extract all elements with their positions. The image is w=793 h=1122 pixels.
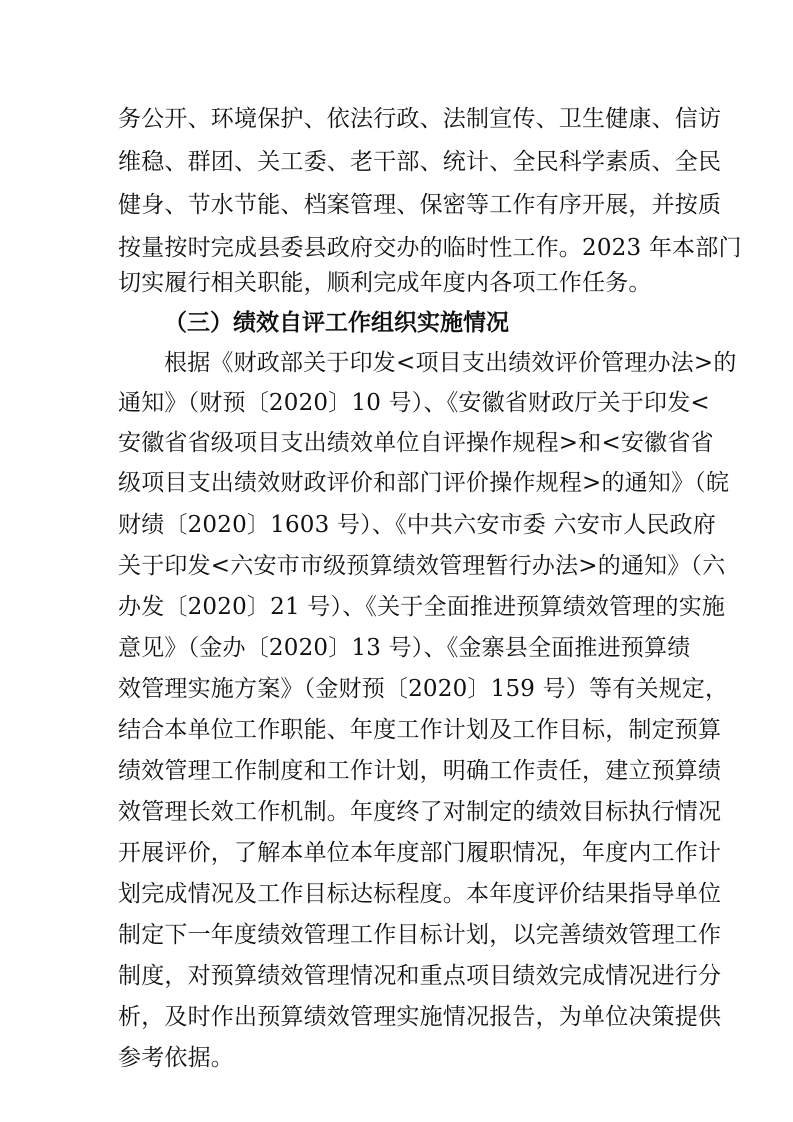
paragraph-1-line: 维稳、群团、关工委、老干部、统计、全民科学素质、全民 bbox=[118, 149, 722, 175]
paragraph-2-line: 开展评价，了解本单位本年度部门履职情况，年度内工作计 bbox=[118, 840, 722, 866]
paragraph-2-line: 绩效管理工作制度和工作计划，明确工作责任，建立预算绩 bbox=[118, 758, 722, 784]
paragraph-2-line: 安徽省省级项目支出绩效单位自评操作规程>和<安徽省省 bbox=[118, 430, 714, 456]
paragraph-2-line: 划完成情况及工作目标达标程度。本年度评价结果指导单位 bbox=[118, 881, 722, 907]
paragraph-2-line: 参考依据。 bbox=[118, 1045, 234, 1071]
paragraph-2-line: 效管理实施方案》（金财预〔2020〕159 号）等有关规定， bbox=[118, 676, 729, 702]
paragraph-1-line: 健身、节水节能、档案管理、保密等工作有序开展，并按质 bbox=[118, 192, 722, 218]
paragraph-2-line: 制定下一年度绩效管理工作目标计划，以完善绩效管理工作 bbox=[118, 922, 722, 948]
paragraph-2-line: 级项目支出绩效财政评价和部门评价操作规程>的通知》（皖 bbox=[118, 470, 730, 496]
paragraph-2-line: 办发〔2020〕21 号）、《关于全面推进预算绩效管理的实施 bbox=[118, 594, 726, 620]
paragraph-2-line: 关于印发<六安市市级预算绩效管理暂行办法>的通知》（六 bbox=[118, 553, 726, 579]
paragraph-2-line: 结合本单位工作职能、年度工作计划及工作目标，制定预算 bbox=[118, 717, 722, 743]
paragraph-2-line: 制度，对预算绩效管理情况和重点项目绩效完成情况进行分 bbox=[118, 963, 722, 989]
paragraph-1-line: 按量按时完成县委县政府交办的临时性工作。2023 年本部门 bbox=[118, 235, 742, 261]
section-heading: （三）绩效自评工作组织实施情况 bbox=[164, 310, 509, 336]
paragraph-2-line: 通知》（财预〔2020〕10 号）、《安徽省财政厅关于印发< bbox=[118, 390, 710, 416]
paragraph-2-line: 意见》（金办〔2020〕13 号）、《金寨县全面推进预算绩 bbox=[118, 635, 691, 661]
paragraph-2-line: 析，及时作出预算绩效管理实施情况报告，为单位决策提供 bbox=[118, 1004, 722, 1030]
paragraph-1-line: 切实履行相关职能，顺利完成年度内各项工作任务。 bbox=[118, 270, 652, 296]
paragraph-1-line: 务公开、环境保护、依法行政、法制宣传、卫生健康、信访 bbox=[118, 106, 722, 132]
paragraph-2-line: 效管理长效工作机制。年度终了对制定的绩效目标执行情况 bbox=[118, 799, 722, 825]
paragraph-2-line: 根据《财政部关于印发<项目支出绩效评价管理办法>的 bbox=[164, 350, 737, 376]
paragraph-2-line: 财绩〔2020〕1603 号）、《中共六安市委 六安市人民政府 bbox=[118, 512, 716, 538]
